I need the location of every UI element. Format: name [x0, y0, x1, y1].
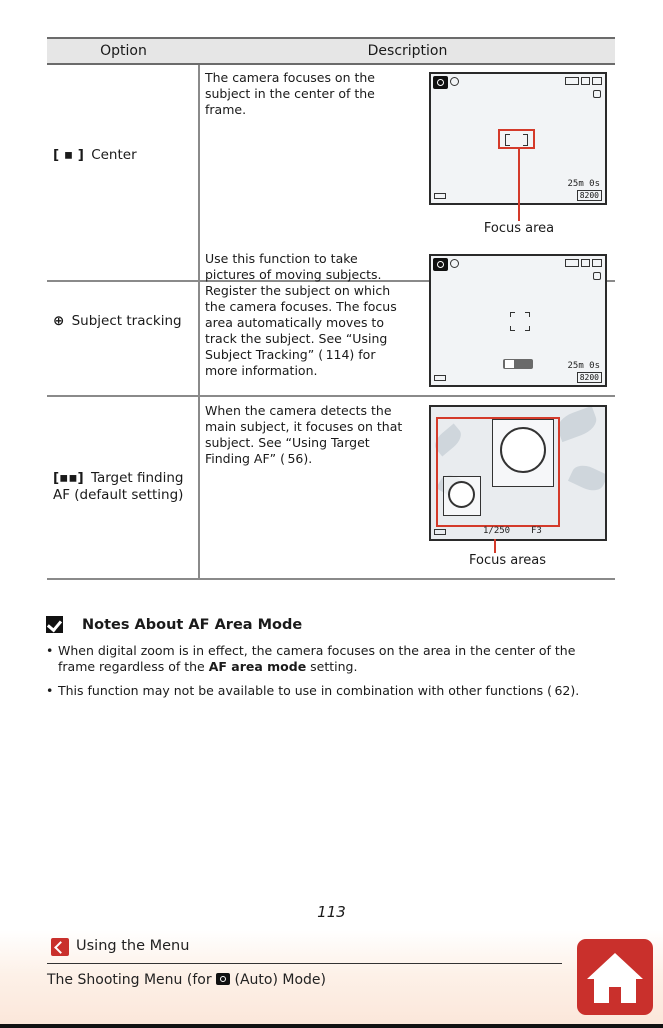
table-header: [47, 37, 615, 65]
target-corner: [525, 326, 530, 331]
option-label-2: AF (default setting): [53, 487, 184, 503]
option-target-finding: [47, 470, 198, 504]
description-subject-tracking: [205, 251, 403, 379]
focus-area-frame: [498, 129, 535, 149]
background-leaf: [554, 406, 600, 442]
table-bottom-rule: [47, 578, 615, 580]
settings-icons: [565, 77, 602, 85]
column-divider: [198, 65, 200, 580]
option-subject-tracking: [47, 313, 198, 330]
shots-remaining: 8200: [577, 372, 602, 383]
ok-start-button-icon: [503, 359, 533, 369]
home-icon: [577, 939, 653, 1015]
camera-screen-tracking: [429, 254, 607, 387]
target-corner: [525, 312, 530, 317]
settings-icons: [565, 259, 602, 267]
description-text: Use this function to take pictures of moving subjects. Register the subject on which the camera focuses. The focus area automatically moves to track the subject.: [205, 251, 397, 346]
using-the-menu-link[interactable]: Using the Menu: [76, 938, 190, 954]
battery-icon: [434, 193, 446, 199]
subject-tracking-icon: ⊕: [53, 313, 65, 329]
target-corner: [510, 326, 515, 331]
header-description: Description: [367, 43, 448, 59]
shutter-speed: 1/250: [483, 526, 511, 536]
exposure-readout: [483, 526, 542, 536]
home-button[interactable]: [577, 939, 653, 1015]
description-center: The camera focuses on the subject in the center of the frame.: [205, 70, 375, 117]
camera-icon: [433, 258, 448, 271]
description-text: When the camera detects the main subject, it focuses on that subject.: [205, 403, 403, 450]
notes-title: Notes About AF Area Mode: [82, 617, 303, 633]
subtitle-text: (Auto) Mode): [230, 972, 326, 988]
section-subtitle: [47, 972, 326, 988]
af-area-mode-term: AF area mode: [208, 659, 307, 674]
option-label: Subject tracking: [71, 313, 182, 329]
callout-line: [518, 149, 520, 221]
remaining-time: 25m 0s: [567, 361, 600, 371]
bullet-dot: •: [46, 683, 54, 698]
description-target-finding: [205, 403, 403, 467]
back-icon[interactable]: [51, 938, 69, 956]
page-number: 113: [317, 903, 346, 921]
header-option: Option: [100, 43, 147, 59]
vr-icon: [593, 90, 601, 98]
note-text-part: When digital zoom is in effect, the camera focuses on the area in the center of the frame regardless of the: [58, 643, 576, 674]
see-reference: See “Using Target Finding AF” ( 56).: [205, 435, 370, 466]
camera-icon: [216, 973, 230, 985]
note-bullet-1: [46, 643, 616, 675]
aperture: F3: [530, 526, 542, 536]
checkmark-icon: [46, 616, 63, 633]
option-center: [47, 147, 198, 164]
note-text: This function may not be available to use in combination with other functions ( 62).: [58, 683, 580, 698]
subtitle-text: The Shooting Menu (for: [47, 972, 217, 988]
focus-area-label: Focus area: [483, 221, 555, 236]
vr-icon: [593, 272, 601, 280]
center-icon: [ ▪ ]: [53, 147, 84, 163]
camera-icon: [433, 76, 448, 89]
footer-divider: [47, 963, 562, 964]
shots-remaining: 8200: [577, 190, 602, 201]
focus-areas-label: Focus areas: [468, 553, 547, 568]
flash-icon: [450, 259, 459, 268]
battery-icon: [434, 529, 446, 535]
note-text-part: setting.: [306, 659, 358, 674]
bullet-dot: •: [46, 643, 54, 658]
target-finding-icon: [▪▪]: [53, 470, 84, 486]
option-label: Center: [91, 147, 137, 163]
remaining-time: 25m 0s: [567, 179, 600, 189]
flower-secondary: [448, 481, 475, 508]
camera-screen-target-finding: [429, 405, 607, 541]
battery-icon: [434, 375, 446, 381]
callout-line: [494, 539, 496, 553]
see-reference: See “Using Subject Tracking” ( 114) for more information.: [205, 331, 388, 378]
background-leaf: [568, 461, 607, 495]
row-divider: [47, 395, 615, 397]
note-bullet-2: [46, 683, 616, 699]
target-corner: [510, 312, 515, 317]
note-text: [46, 643, 616, 675]
flower-main: [500, 427, 546, 473]
flash-icon: [450, 77, 459, 86]
option-label: Target finding: [90, 470, 184, 486]
page-bottom-bar: [0, 1024, 663, 1028]
